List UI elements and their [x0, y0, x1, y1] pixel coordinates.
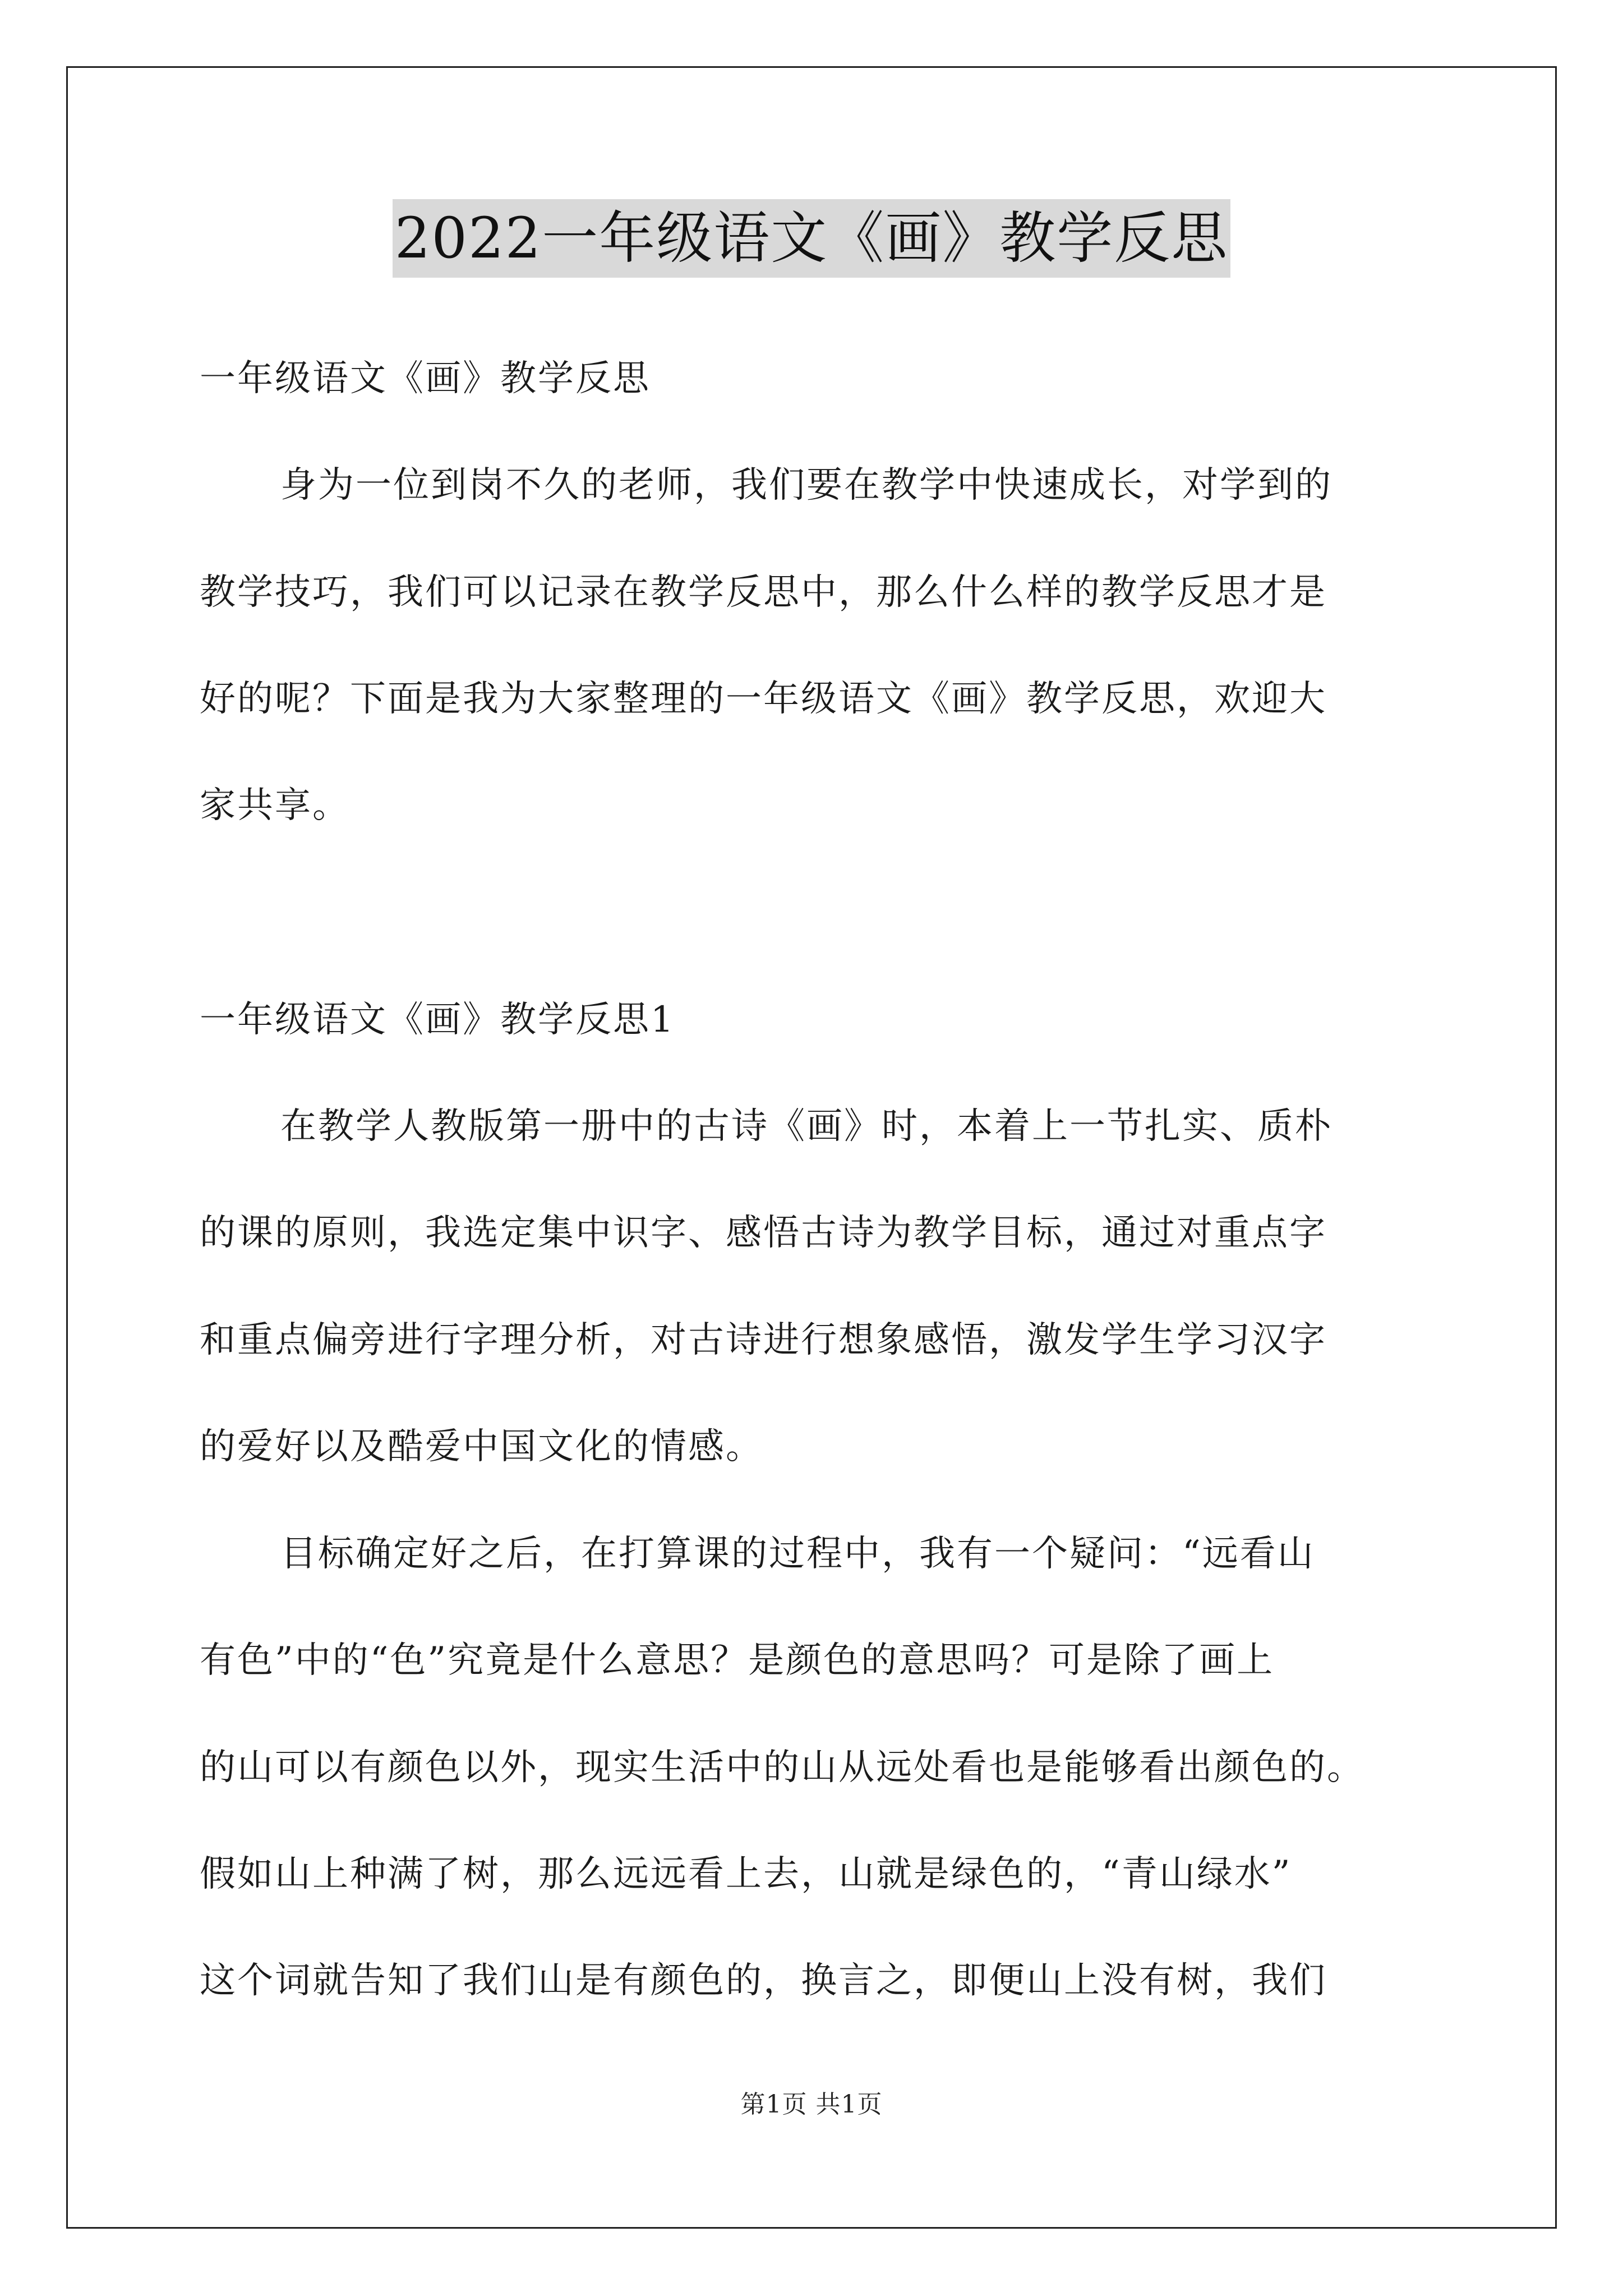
paragraph-line: 有色”中的“色”究竟是什么意思？是颜色的意思吗？可是除了画上: [200, 1640, 1275, 1681]
paragraph-line: 和重点偏旁进行字理分析，对古诗进行想象感悟，激发学生学习汉字: [200, 1319, 1327, 1361]
paragraph-line: 在教学人教版第一册中的古诗《画》时，本着上一节扎实、质朴: [280, 1106, 1332, 1147]
intro-line: 家共享。: [200, 785, 350, 826]
title-container: [0, 199, 1623, 278]
paragraph-line: 目标确定好之后，在打算课的过程中，我有一个疑问：“远看山: [280, 1533, 1315, 1575]
paragraph-line: 的爱好以及酷爱中国文化的情感。: [200, 1426, 763, 1467]
paragraph-line: 的课的原则，我选定集中识字、感悟古诗为教学目标，通过对重点字: [200, 1212, 1327, 1254]
intro-line: 教学技巧，我们可以记录在教学反思中，那么什么样的教学反思才是: [200, 572, 1327, 613]
page-footer: 第1页 共1页: [740, 2090, 883, 2119]
paragraph-line: 假如山上种满了树，那么远远看上去，山就是绿色的，“青山绿水”: [200, 1853, 1292, 1895]
paragraph-line: 这个词就告知了我们山是有颜色的，换言之，即便山上没有树，我们: [200, 1960, 1327, 2001]
intro-line: 好的呢？下面是我为大家整理的一年级语文《画》教学反思，欢迎大: [200, 678, 1327, 720]
document-title: 2022一年级语文《画》教学反思: [393, 199, 1231, 278]
document-subtitle: 一年级语文《画》教学反思: [200, 358, 651, 399]
paragraph-line: 的山可以有颜色以外，现实生活中的山从远处看也是能够看出颜色的。: [200, 1747, 1364, 1788]
intro-line: 身为一位到岗不久的老师，我们要在教学中快速成长，对学到的: [280, 464, 1332, 506]
section-heading: 一年级语文《画》教学反思1: [200, 999, 675, 1041]
